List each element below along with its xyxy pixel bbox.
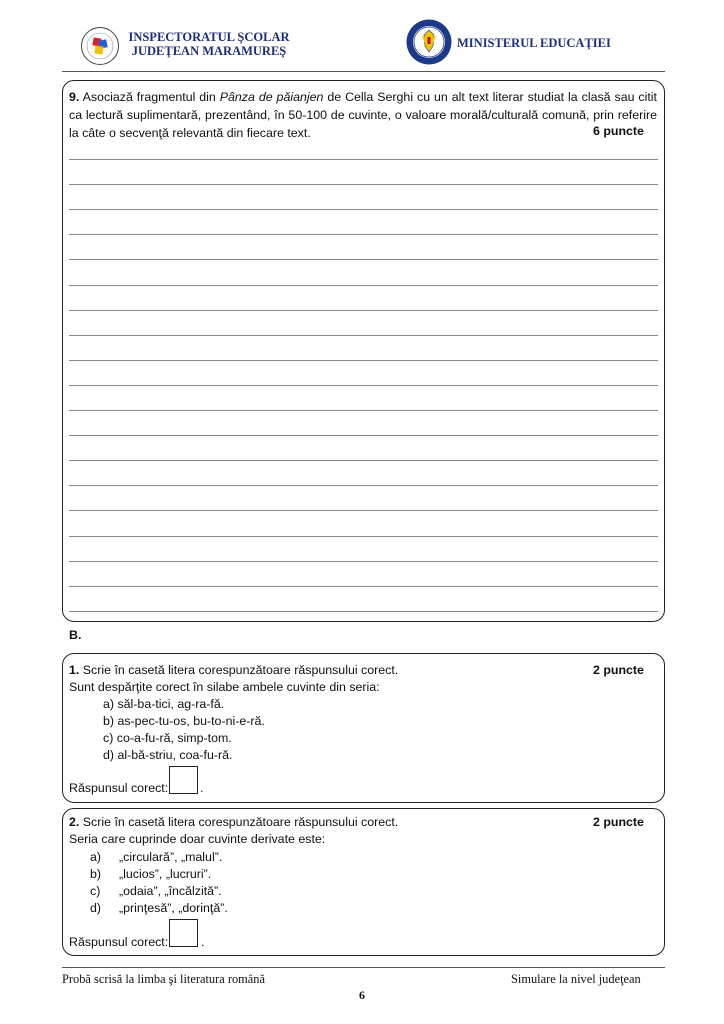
question-2-option-b-text: „lucios”, „lucruri”.: [119, 867, 212, 881]
government-seal-icon: [405, 18, 453, 66]
question-2-option-b-letter: b): [90, 867, 102, 881]
question-9-text-part2: de Cella Serghi cu un alt text literar studiat la clasă sau citit ca lectură suplimentară, prezentând, în 50-100 de cuvinte, o valoare morală/culturală comună, prin referire la câte o secvenţă relevantă din fiecare text.: [69, 90, 657, 140]
answer-line[interactable]: [69, 410, 658, 411]
answer-line[interactable]: [69, 536, 658, 537]
question-1-instruction: [69, 662, 398, 679]
isj-title-line1: INSPECTORATUL ŞCOLAR: [128, 30, 290, 44]
isj-title-line2: JUDEŢEAN MARAMUREŞ: [131, 44, 287, 58]
answer-line[interactable]: [69, 510, 658, 511]
answer-line[interactable]: [69, 611, 658, 612]
question-1-answer-period: .: [200, 781, 204, 795]
isj-title: [124, 30, 294, 58]
question-2-option-d-letter: d): [90, 901, 102, 915]
answer-line[interactable]: [69, 385, 658, 386]
footer-exam-title: Probă scrisă la limba şi literatura română: [62, 972, 265, 986]
question-1-option-d: d) al-bă-striu, coa-fu-ră.: [103, 748, 233, 762]
question-1-option-c: c) co-a-fu-ră, simp-tom.: [103, 731, 232, 745]
question-1-points: 2 puncte: [593, 663, 644, 677]
question-2-option-a-letter: a): [90, 850, 102, 864]
question-1-option-a: a) săl-ba-tici, ag-ra-fă.: [103, 697, 225, 711]
section-b-label: B.: [69, 628, 82, 642]
answer-line[interactable]: [69, 460, 658, 461]
question-1-answer-label: Răspunsul corect:: [69, 781, 169, 795]
page-number: 6: [359, 988, 365, 1002]
answer-line[interactable]: [69, 310, 658, 311]
question-9-text-part1: Asociază fragmentul din: [79, 90, 220, 104]
answer-line[interactable]: [69, 586, 658, 587]
isj-logo-icon: [80, 26, 120, 66]
question-2-prompt: Seria care cuprinde doar cuvinte derivate este:: [69, 832, 326, 846]
question-9-box: [62, 80, 665, 622]
answer-line[interactable]: [69, 435, 658, 436]
answer-line[interactable]: [69, 234, 658, 235]
question-2-number: 2.: [69, 815, 80, 829]
question-2-instruction-text: Scrie în casetă litera corespunzătoare răspunsului corect.: [79, 815, 399, 829]
question-2-answer-period: .: [201, 935, 205, 949]
question-1-box: [62, 653, 665, 803]
question-1-prompt: Sunt despărţite corect în silabe ambele cuvinte din seria:: [69, 680, 380, 694]
question-2-points: 2 puncte: [593, 815, 644, 829]
question-2-answer-label: Răspunsul corect:: [69, 935, 169, 949]
answer-line[interactable]: [69, 485, 658, 486]
header-divider: [62, 71, 665, 72]
answer-line[interactable]: [69, 184, 658, 185]
ministry-title: MINISTERUL EDUCAŢIEI: [457, 36, 611, 50]
question-2-option-c-letter: c): [90, 884, 101, 898]
question-2-box: [62, 808, 665, 956]
footer-simulation-label: Simulare la nivel judeţean: [511, 972, 641, 986]
question-1-answer-box[interactable]: [169, 766, 198, 794]
question-1-option-b: b) as-pec-tu-os, bu-to-ni-e-ră.: [103, 714, 265, 728]
answer-line[interactable]: [69, 159, 658, 160]
question-9-text: [69, 88, 657, 142]
question-9-points: 6 puncte: [593, 124, 644, 138]
question-2-option-a-text: „circulară”, „malul”.: [119, 850, 223, 864]
question-2-option-d-text: „prinţesă”, „dorinţă”.: [119, 901, 228, 915]
answer-line[interactable]: [69, 561, 658, 562]
answer-line[interactable]: [69, 360, 658, 361]
answer-line[interactable]: [69, 335, 658, 336]
question-1-instruction-text: Scrie în casetă litera corespunzătoare răspunsului corect.: [79, 663, 399, 677]
question-2-answer-box[interactable]: [169, 919, 198, 947]
question-9-number: 9.: [69, 90, 80, 104]
answer-line[interactable]: [69, 259, 658, 260]
footer-divider: [62, 967, 665, 968]
question-2-instruction: [69, 814, 398, 831]
question-1-number: 1.: [69, 663, 80, 677]
question-2-option-c-text: „odaia”, „încălzită”.: [119, 884, 222, 898]
page-header: [0, 0, 724, 72]
answer-line[interactable]: [69, 209, 658, 210]
question-9-work-title: Pânza de păianjen: [219, 90, 324, 104]
answer-line[interactable]: [69, 285, 658, 286]
